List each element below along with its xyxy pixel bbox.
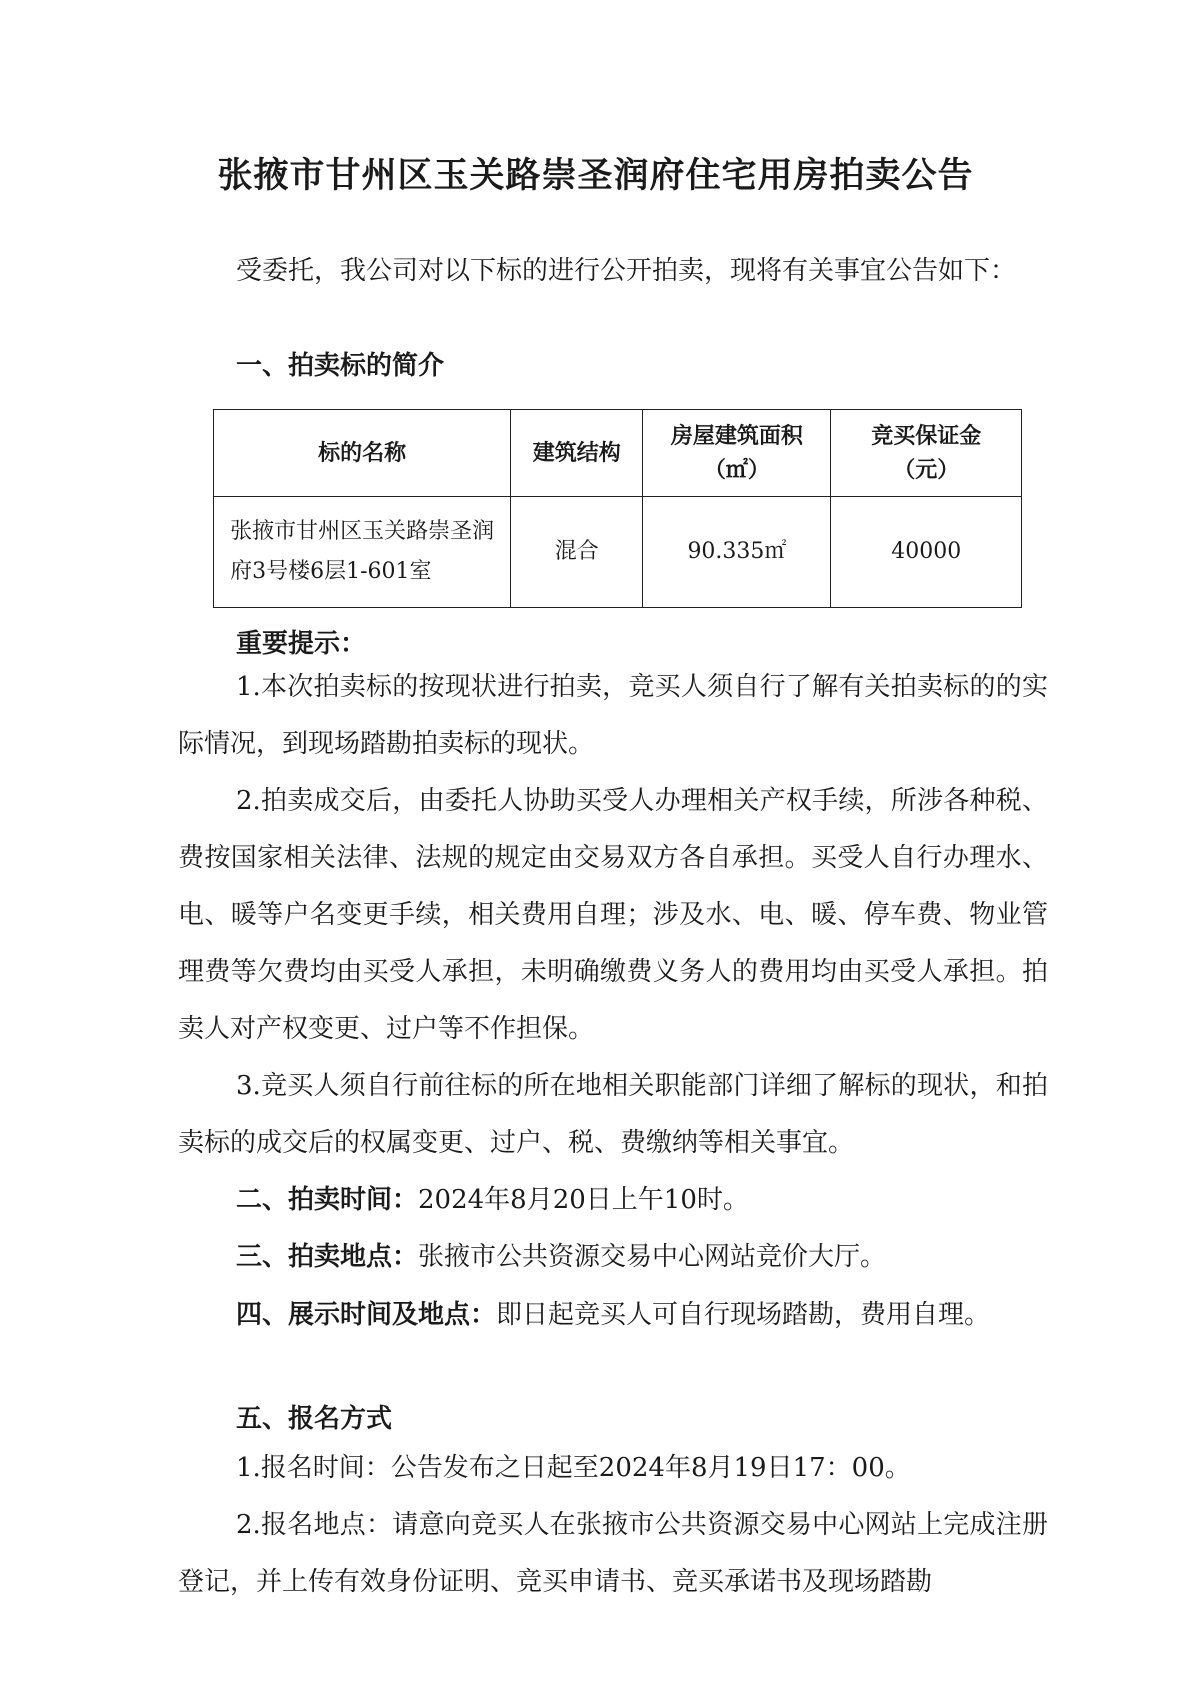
notice-item-3: 3.竞买人须自行前往标的所在地相关职能部门详细了解标的现状，和拍卖标的成交后的权属变更、过户、税、费缴纳等相关事宜。 [178, 1071, 1048, 1158]
section-5-item-1: 1.报名时间：公告发布之日起至2024年8月19日17：00。 [236, 1453, 911, 1483]
notice-item-1: 1.本次拍卖标的按现状进行拍卖，竞买人须自行了解有关拍卖标的的实际情况，到现场踏勘拍卖标的现状。 [178, 672, 1048, 759]
section-3-paragraph [178, 1229, 1048, 1286]
header-cell-name: 标的名称 [214, 410, 511, 497]
auction-table [213, 409, 1022, 608]
section-5-item-2: 2.报名地点：请意向竞买人在张掖市公共资源交易中心网站上完成注册登记，并上传有效身份证明、竞买申请书、竞买承诺书及现场踏勘 [178, 1510, 1048, 1597]
section-3-text: 张掖市公共资源交易中心网站竞价大厅。 [418, 1242, 887, 1272]
section-4-label: 四、展示时间及地点： [236, 1300, 497, 1330]
section-2-paragraph [178, 1172, 1048, 1229]
cell-structure: 混合 [511, 497, 643, 608]
header-cell-area: 房屋建筑面积 （㎡） [643, 410, 831, 497]
header-cell-structure: 建筑结构 [511, 410, 643, 497]
cell-area: 90.335㎡ [643, 497, 831, 608]
section-3-label: 三、拍卖地点： [236, 1242, 419, 1272]
table-row [214, 497, 1022, 608]
cell-name: 张掖市甘州区玉关路崇圣润 府3号楼6层1-601室 [214, 497, 511, 608]
section-2-label: 二、拍卖时间： [236, 1185, 419, 1215]
table-header-row [214, 410, 1022, 497]
section-1-heading: 一、拍卖标的简介 [236, 351, 445, 381]
document-title: 张掖市甘州区玉关路崇圣润府住宅用房拍卖公告 [217, 155, 974, 196]
section-4-paragraph [178, 1287, 1048, 1344]
intro-paragraph: 受委托，我公司对以下标的进行公开拍卖，现将有关事宜公告如下： [236, 256, 1017, 286]
notice-heading: 重要提示： [236, 629, 367, 659]
section-4-text: 即日起竞买人可自行现场踏勘，费用自理。 [496, 1300, 991, 1330]
notice-item-2: 2.拍卖成交后，由委托人协助买受人办理相关产权手续，所涉各种税、费按国家相关法律、法规的规定由交易双方各自承担。买受人自行办理水、电、暖等户名变更手续，相关费用自理；涉及水、电、暖、停车费、物业管理费等欠费均由买受人承担，未明确缴费义务人的费用均由买受人承担。拍卖人对产权变更、过户等不作担保。 [178, 786, 1048, 1044]
header-cell-deposit: 竞买保证金 （元） [831, 410, 1022, 497]
section-2-text: 2024年8月20日上午10时。 [418, 1185, 749, 1215]
cell-deposit: 40000 [831, 497, 1022, 608]
section-5-heading: 五、报名方式 [236, 1404, 393, 1434]
